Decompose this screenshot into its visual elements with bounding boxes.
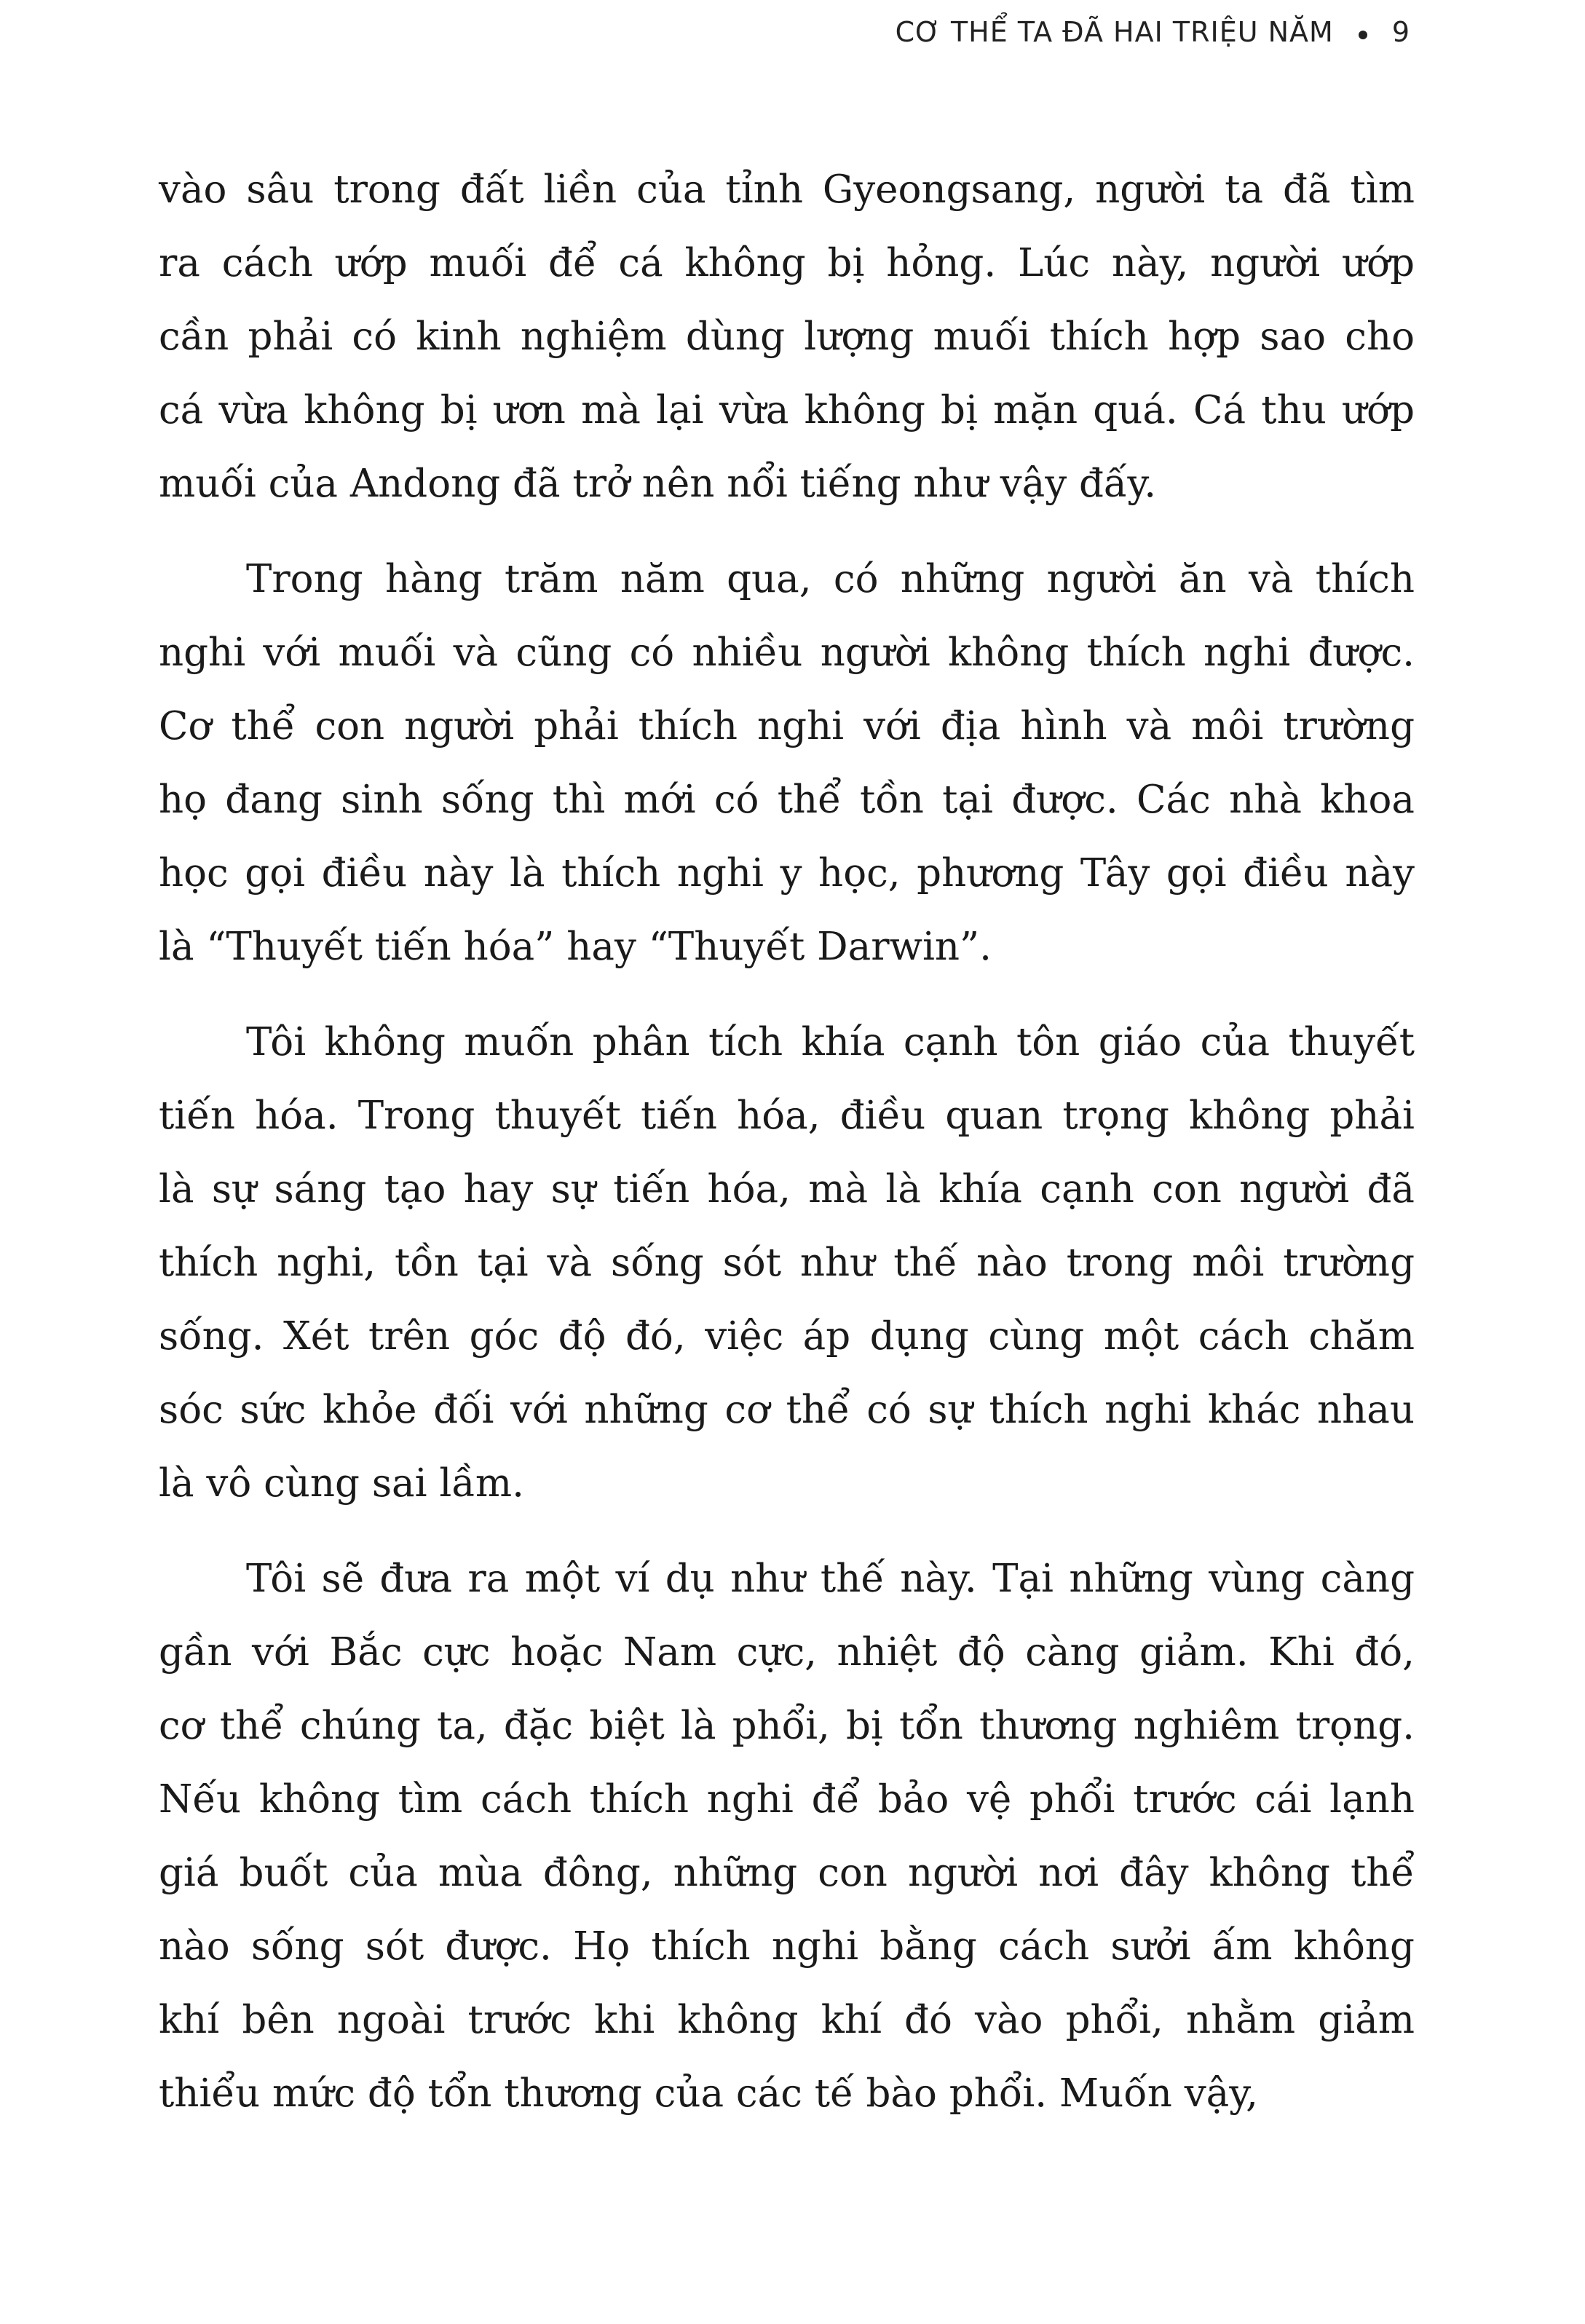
text-line: thích nghi, tồn tại và sống sót như thế nào trong môi trường bbox=[159, 1241, 1415, 1285]
page-number: 9 bbox=[1391, 16, 1410, 48]
text-line: Trong hàng trăm năm qua, có những người ăn và thích bbox=[246, 557, 1415, 601]
text-line: gần với Bắc cực hoặc Nam cực, nhiệt độ càng giảm. Khi đó, bbox=[159, 1630, 1415, 1675]
paragraph-gap bbox=[159, 521, 1415, 542]
text-line: giá buốt của mùa đông, những con người nơi đây không thể bbox=[159, 1851, 1415, 1895]
text-line: họ đang sinh sống thì mới có thể tồn tại được. Các nhà khoa bbox=[159, 778, 1415, 822]
text-line: cần phải có kinh nghiệm dùng lượng muối thích hợp sao cho bbox=[159, 315, 1415, 359]
text-line: muối của Andong đã trở nên nổi tiếng như vậy đấy. bbox=[159, 462, 1157, 506]
text-line: Cơ thể con người phải thích nghi với địa hình và môi trường bbox=[159, 704, 1415, 748]
paragraph bbox=[159, 1542, 1415, 2130]
paragraph bbox=[159, 153, 1415, 521]
text-line: sống. Xét trên góc độ đó, việc áp dụng cùng một cách chăm bbox=[159, 1314, 1415, 1359]
text-line: thiểu mức độ tổn thương của các tế bào phổi. Muốn vậy, bbox=[159, 2071, 1259, 2116]
text-line: Tôi không muốn phân tích khía cạnh tôn giáo của thuyết bbox=[246, 1020, 1415, 1064]
paragraph bbox=[159, 542, 1415, 984]
paragraph-gap bbox=[159, 984, 1415, 1005]
text-line: Nếu không tìm cách thích nghi để bảo vệ phổi trước cái lạnh bbox=[159, 1777, 1415, 1822]
text-line: cá vừa không bị ươn mà lại vừa không bị mặn quá. Cá thu ướp bbox=[159, 388, 1415, 432]
text-line: là vô cùng sai lầm. bbox=[159, 1461, 524, 1506]
text-line: vào sâu trong đất liền của tỉnh Gyeongsang, người ta đã tìm bbox=[159, 167, 1415, 212]
text-line: Tôi sẽ đưa ra một ví dụ như thế này. Tại những vùng càng bbox=[246, 1557, 1415, 1601]
running-header bbox=[896, 16, 1410, 48]
text-line: là sự sáng tạo hay sự tiến hóa, mà là khía cạnh con người đã bbox=[159, 1167, 1415, 1212]
text-line: học gọi điều này là thích nghi y học, phương Tây gọi điều này bbox=[159, 851, 1415, 896]
text-line: ra cách ướp muối để cá không bị hỏng. Lúc này, người ướp bbox=[159, 241, 1415, 285]
text-line: cơ thể chúng ta, đặc biệt là phổi, bị tổn thương nghiêm trọng. bbox=[159, 1704, 1415, 1748]
bullet-separator bbox=[1359, 31, 1367, 39]
text-line: nào sống sót được. Họ thích nghi bằng cách sưởi ấm không bbox=[159, 1924, 1415, 1969]
running-title: CƠ THỂ TA ĐÃ HAI TRIỆU NĂM bbox=[895, 16, 1334, 48]
body-text bbox=[159, 153, 1415, 2130]
paragraph bbox=[159, 1005, 1415, 1520]
text-line: là “Thuyết tiến hóa” hay “Thuyết Darwin”. bbox=[159, 925, 992, 969]
text-line: sóc sức khỏe đối với những cơ thể có sự thích nghi khác nhau bbox=[159, 1388, 1415, 1432]
paragraph-gap bbox=[159, 1520, 1415, 1542]
text-line: nghi với muối và cũng có nhiều người không thích nghi được. bbox=[159, 631, 1415, 675]
text-line: tiến hóa. Trong thuyết tiến hóa, điều quan trọng không phải bbox=[159, 1094, 1415, 1138]
text-line: khí bên ngoài trước khi không khí đó vào phổi, nhằm giảm bbox=[159, 1998, 1415, 2042]
